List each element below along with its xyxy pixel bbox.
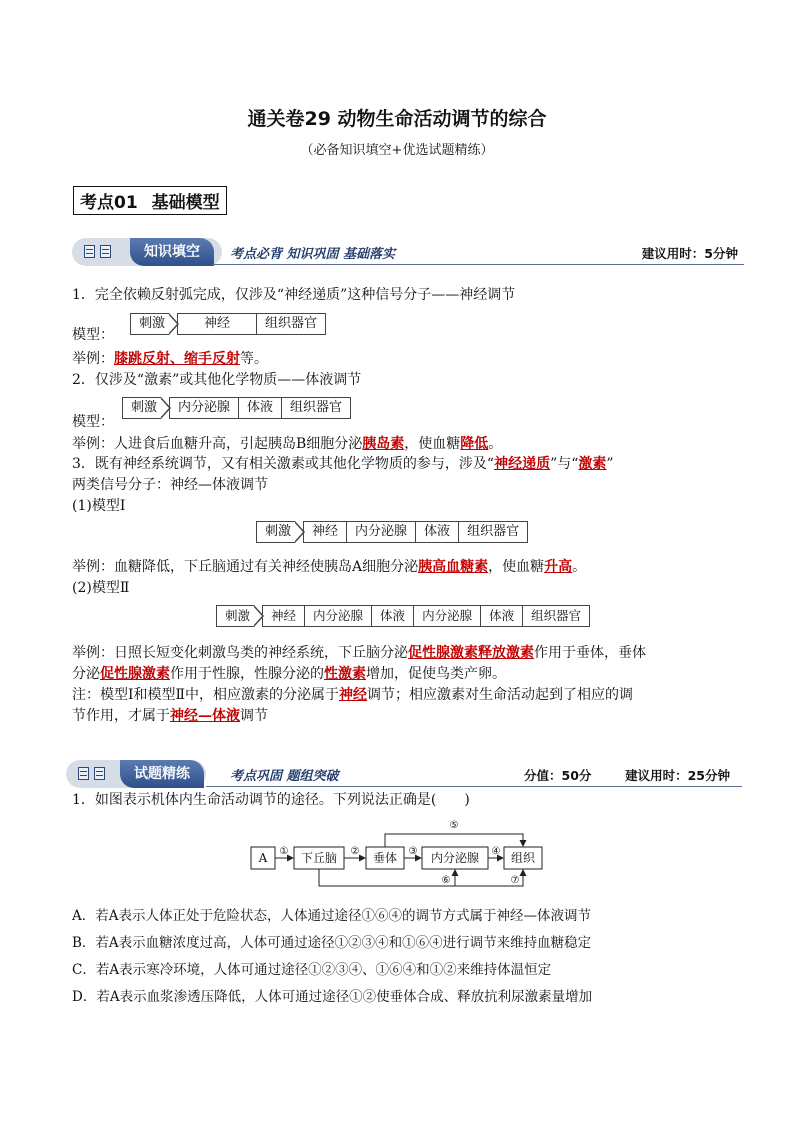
answer-blank: 升高: [544, 559, 573, 575]
s3-note: [72, 684, 633, 704]
flow-box: 内分泌腺: [169, 397, 239, 419]
q1-option-a: A．若A表示人体正处于危险状态，人体通过途径①⑥④的调节方式属于神经—体液调节: [72, 908, 591, 924]
heading-text: ”与“: [550, 456, 579, 472]
q1-option-d: D．若A表示血浆渗透压降低，人体可通过途径①②使垂体合成、释放抗利尿激素量增加: [72, 989, 593, 1005]
q1-option-b: B．若A表示血糖浓度过高，人体可通过途径①②③④和①⑥④进行调节来维持血糖稳定: [72, 935, 592, 951]
note-text: 注：模型Ⅰ和模型Ⅱ中，相应激素的分泌属于: [72, 687, 340, 703]
path-label: ⑤: [449, 820, 459, 831]
heading-text: 3．既有神经系统调节，又有相关激素或其他化学物质的参与，涉及“: [72, 456, 495, 472]
s1-example: [72, 348, 268, 368]
example-text: 。: [488, 436, 503, 452]
answer-blank: 激素: [578, 456, 607, 472]
book-icon: [94, 767, 105, 780]
s2-example: [72, 433, 502, 453]
s3-heading: [72, 453, 614, 473]
flow-arrow: [161, 397, 171, 419]
knowledge-section-bar: [72, 234, 744, 270]
page-subtitle: （必备知识填空+优选试题精练）: [300, 143, 494, 158]
flow-box: 刺激: [216, 605, 254, 627]
s1-model-label: 模型：: [72, 327, 114, 343]
flow-box: 体液: [415, 521, 459, 543]
flow-box: 内分泌腺: [304, 605, 372, 627]
flow-arrow: [254, 605, 264, 627]
note-text: 调节；相应激素对生命活动起到了相应的调: [367, 687, 634, 703]
flow-box: 体液: [371, 605, 414, 627]
knowledge-tab: 知识填空: [130, 238, 214, 266]
node-label: 组织: [510, 851, 536, 865]
practice-slogan: 考点巩固 题组突破: [230, 769, 339, 784]
kaodian-heading: [73, 186, 227, 215]
example-text: 增加，促使鸟类产卵。: [366, 666, 506, 682]
path-label: ②: [350, 846, 360, 857]
s3-note-line2: [72, 705, 268, 725]
answer-blank: 促性腺激素释放激素: [408, 645, 534, 661]
s2-heading: 2．仅涉及“激素”或其他化学物质——体液调节: [72, 372, 362, 388]
path-label: ⑦: [510, 875, 520, 886]
flow-box: 刺激: [256, 521, 295, 543]
s3-example1: [72, 556, 586, 576]
book-icon: [78, 767, 89, 780]
flow-box: 组织器官: [522, 605, 590, 627]
example-text: ，使血糖: [404, 436, 461, 452]
practice-section-bar: [66, 756, 742, 792]
example-text: 。: [572, 559, 587, 575]
example-text: 等。: [240, 351, 268, 367]
example-text: ，使血糖: [488, 559, 545, 575]
book-icon: [84, 245, 95, 258]
s1-model-flow: [130, 313, 326, 335]
flow-box: 组织器官: [281, 397, 351, 419]
s3-model1-flow: [256, 521, 528, 543]
book-icon: [100, 245, 111, 258]
s3-heading-line2: 两类信号分子：神经—体液调节: [72, 477, 268, 493]
practice-tab: 试题精练: [120, 760, 204, 788]
flow-box: 内分泌腺: [413, 605, 481, 627]
flow-box: 神经: [262, 605, 305, 627]
answer-blank: 降低: [460, 436, 489, 452]
path-label: ③: [408, 846, 418, 857]
example-text: 分泌: [72, 666, 100, 682]
path-label: ④: [491, 846, 501, 857]
node-label: A: [258, 851, 268, 865]
node-label: 下丘脑: [300, 851, 338, 865]
knowledge-time: 建议用时：5分钟: [641, 246, 738, 261]
example-text: 作用于垂体，垂体: [534, 645, 646, 661]
answer-blank: 膝跳反射、缩手反射: [114, 351, 240, 367]
flow-arrow: [295, 521, 305, 543]
q1-stem: 1．如图表示机体内生命活动调节的途径。下列说法正确是( ): [72, 792, 470, 808]
answer-blank: 性激素: [324, 666, 366, 682]
practice-time: 建议用时：25分钟: [625, 768, 730, 783]
flow-box: 神经: [303, 521, 347, 543]
bar-underline: [206, 786, 742, 787]
flow-box: 体液: [480, 605, 523, 627]
example-text: 举例：血糖降低，下丘脑通过有关神经使胰岛A细胞分泌: [72, 559, 419, 575]
s3-example2: [72, 642, 646, 662]
answer-blank: 神经: [339, 687, 368, 703]
flow-box: 神经: [177, 313, 257, 335]
answer-blank: 胰岛素: [362, 436, 405, 452]
flow-box: 内分泌腺: [346, 521, 416, 543]
s3-model1-label: (1)模型Ⅰ: [72, 498, 126, 514]
example-text: 举例：日照长短变化刺激鸟类的神经系统，下丘脑分泌: [72, 645, 408, 661]
heading-text: ”: [606, 456, 614, 472]
path-label: ⑥: [441, 875, 451, 886]
note-text: 节作用，才属于: [72, 708, 170, 724]
example-text: 举例：人进食后血糖升高，引起胰岛B细胞分泌: [72, 436, 363, 452]
path-label: ①: [279, 846, 289, 857]
s2-model-flow: [122, 397, 351, 419]
node-label: 内分泌腺: [430, 851, 480, 865]
arrow-6: [319, 869, 455, 886]
arrow-5: [385, 834, 523, 847]
node-label: 垂体: [372, 851, 398, 865]
flow-box: 组织器官: [458, 521, 528, 543]
s1-heading: 1．完全依赖反射弧完成，仅涉及“神经递质”这种信号分子——神经调节: [72, 287, 516, 303]
kaodian-name: 基础模型: [151, 193, 220, 213]
s3-example2-line2: [72, 663, 506, 683]
example-text: 作用于性腺，性腺分泌的: [170, 666, 324, 682]
flow-box: 体液: [238, 397, 282, 419]
pathway-diagram: [240, 812, 550, 892]
knowledge-slogan: 考点必背 知识巩固 基础落实: [230, 247, 396, 262]
flow-box: 刺激: [130, 313, 169, 335]
answer-blank: 胰高血糖素: [418, 559, 489, 575]
flow-arrow: [169, 313, 179, 335]
s2-model-label: 模型：: [72, 414, 114, 430]
s3-model2-label: (2)模型Ⅱ: [72, 580, 130, 596]
kaodian-number: 考点01: [80, 193, 138, 213]
example-text: 举例：: [72, 351, 114, 367]
answer-blank: 促性腺激素: [100, 666, 170, 682]
s3-model2-flow: [216, 605, 590, 627]
note-text: 调节: [240, 708, 268, 724]
flow-box: 刺激: [122, 397, 161, 419]
answer-blank: 神经—体液: [170, 708, 240, 724]
practice-score: 分值：50分: [524, 768, 592, 783]
answer-blank: 神经递质: [494, 456, 551, 472]
page-title: 通关卷29 动物生命活动调节的综合: [247, 108, 547, 130]
q1-option-c: C．若A表示寒冷环境，人体可通过途径①②③④、①⑥④和①②来维持体温恒定: [72, 962, 552, 978]
bar-underline: [212, 264, 744, 265]
flow-box: 组织器官: [256, 313, 326, 335]
